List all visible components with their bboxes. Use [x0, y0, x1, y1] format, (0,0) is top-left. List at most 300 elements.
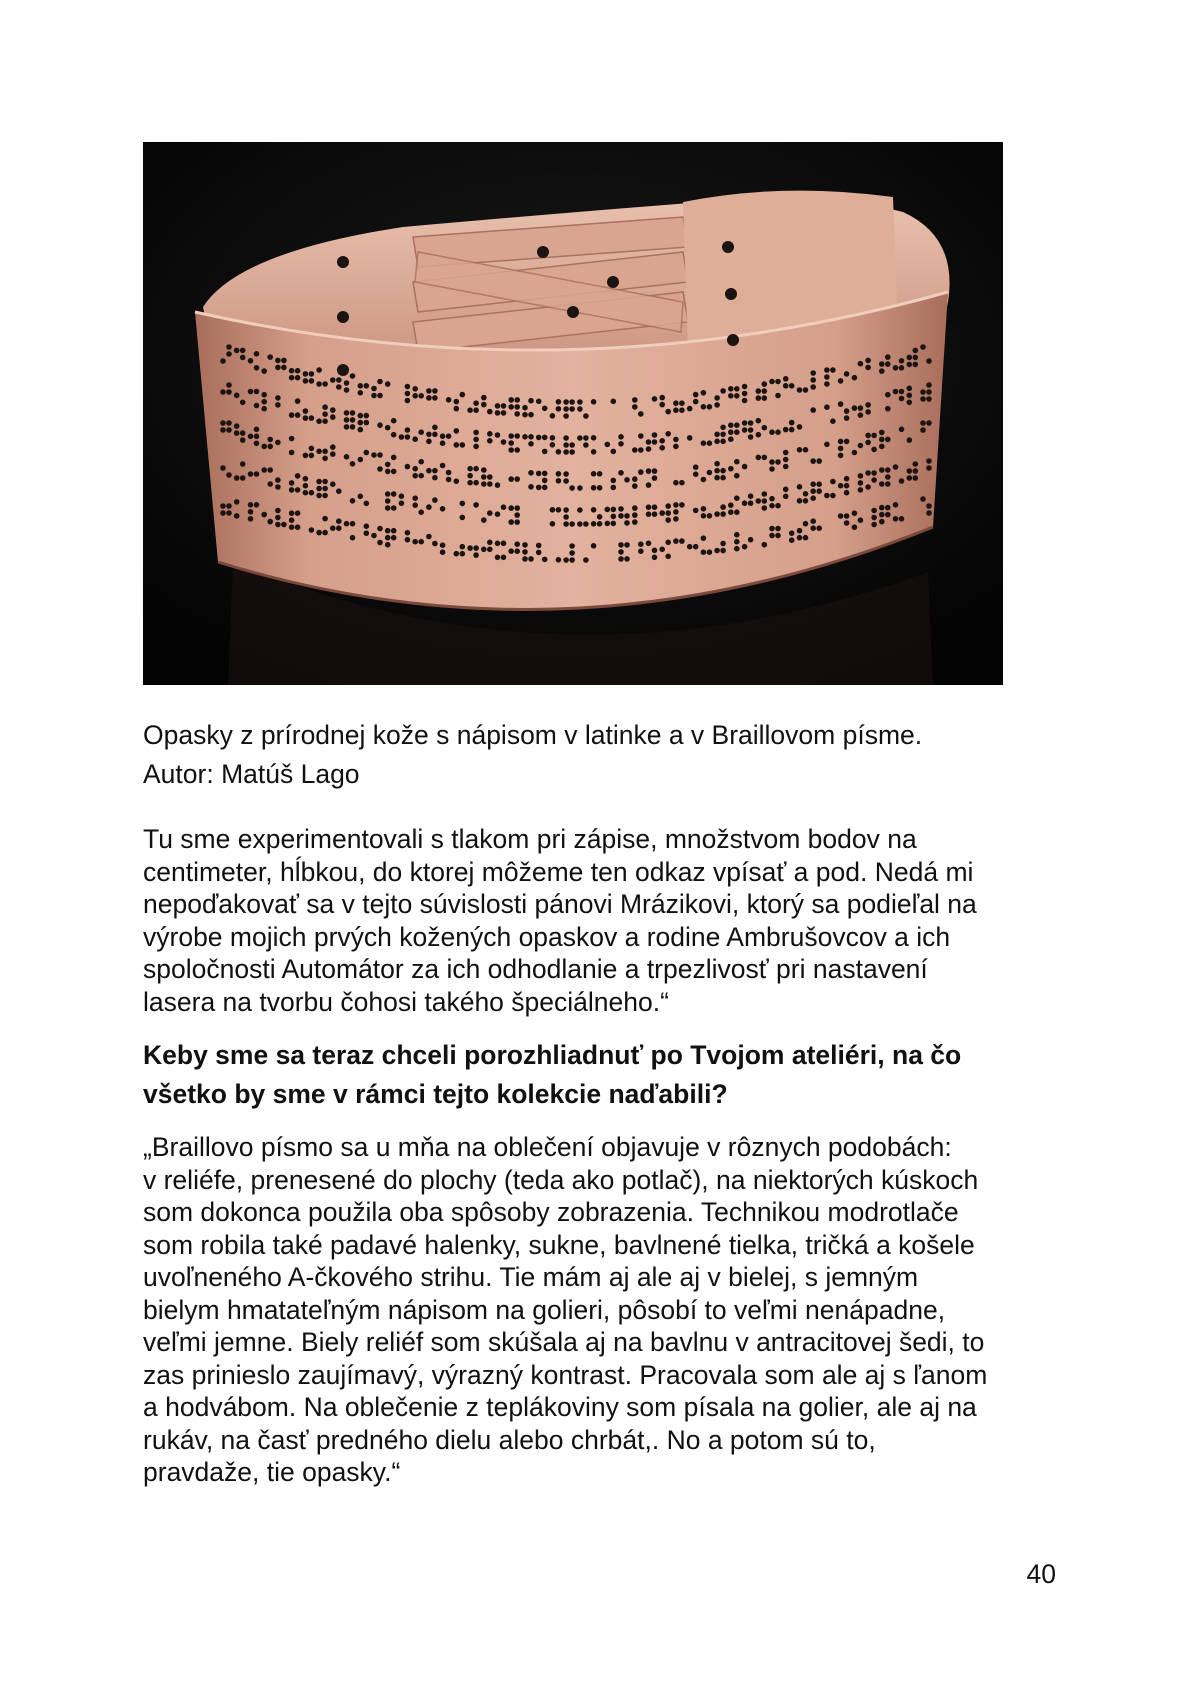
braille-dot — [501, 439, 507, 445]
braille-dot — [350, 461, 356, 467]
braille-dot — [542, 557, 548, 563]
braille-dot — [473, 552, 479, 558]
braille-dot — [844, 513, 850, 519]
paragraph-1 — [143, 823, 1073, 1018]
braille-dot — [289, 487, 295, 493]
braille-dot — [344, 417, 350, 423]
braille-dot — [563, 557, 569, 563]
braille-dot — [569, 399, 575, 405]
braille-dot — [907, 437, 913, 443]
braille-dot — [797, 528, 803, 534]
braille-dot — [756, 498, 762, 504]
braille-dot — [473, 502, 479, 508]
braille-dot — [487, 438, 493, 444]
braille-dot — [638, 541, 644, 547]
braille-dot — [330, 377, 336, 383]
braille-dot — [810, 458, 816, 464]
braille-dot — [852, 450, 858, 456]
braille-dot — [605, 507, 611, 513]
braille-dot — [652, 555, 658, 561]
braille-dot — [336, 384, 342, 390]
braille-dot — [720, 548, 726, 554]
braille-dot — [467, 545, 473, 551]
braille-dot — [275, 395, 281, 401]
braille-dot — [852, 375, 858, 381]
braille-dot — [879, 361, 885, 367]
braille-dot — [893, 389, 899, 395]
braille-dot — [473, 437, 479, 443]
braille-dot — [803, 387, 809, 393]
braille-dot — [487, 481, 493, 487]
braille-dot — [797, 447, 803, 453]
braille-dot — [762, 542, 768, 548]
braille-dot — [487, 431, 493, 437]
braille-dot — [220, 465, 226, 471]
braille-dot — [528, 484, 534, 490]
braille-dot — [405, 530, 411, 536]
braille-dot — [907, 475, 913, 481]
braille-dot — [714, 439, 720, 445]
braille-dot — [261, 444, 267, 450]
braille-dot — [926, 510, 932, 516]
braille-dot — [289, 480, 295, 486]
braille-dot — [330, 444, 336, 450]
braille-dot — [618, 513, 624, 519]
braille-dot — [460, 442, 466, 448]
braille-dot — [322, 456, 328, 462]
braille-dot — [769, 496, 775, 502]
braille-dot — [473, 444, 479, 450]
braille-dot — [330, 451, 336, 457]
braille-dot — [248, 358, 254, 364]
braille-dot — [720, 439, 726, 445]
braille-dot — [624, 542, 630, 548]
braille-dot — [309, 415, 315, 421]
braille-dot — [344, 410, 350, 416]
braille-dot — [858, 473, 864, 479]
braille-dot — [838, 378, 844, 384]
braille-dot — [556, 406, 562, 412]
braille-dot — [391, 535, 397, 541]
braille-dot — [350, 373, 356, 379]
braille-dot — [611, 449, 617, 455]
braille-dot — [701, 440, 707, 446]
braille-dot — [714, 395, 720, 401]
braille-dot — [679, 407, 685, 413]
braille-dot — [838, 446, 844, 452]
braille-dot — [756, 418, 762, 424]
braille-dot — [701, 404, 707, 410]
braille-dot — [920, 344, 926, 350]
braille-dot — [563, 442, 569, 448]
braille-dot — [563, 514, 569, 520]
braille-dot — [234, 475, 240, 481]
braille-dot — [899, 427, 905, 433]
paragraph-line: pravdaže, tie opasky.“ — [143, 1457, 401, 1487]
braille-dot — [501, 504, 507, 510]
braille-dot — [652, 396, 658, 402]
braille-dot — [624, 513, 630, 519]
braille-dot — [885, 481, 891, 487]
braille-dot — [907, 393, 913, 399]
braille-dot — [487, 510, 493, 516]
caption-author: Autor: Matúš Lago — [143, 759, 360, 789]
braille-dot — [591, 507, 597, 513]
braille-dot — [879, 481, 885, 487]
braille-dot — [844, 490, 850, 496]
paragraph-line: a hodvábom. Na oblečenie z teplákoviny som písala na golier, ale aj na — [143, 1392, 977, 1422]
braille-dot — [673, 400, 679, 406]
braille-dot — [385, 535, 391, 541]
braille-dot — [797, 424, 803, 430]
braille-dot — [481, 395, 487, 401]
braille-dot — [267, 481, 273, 487]
braille-dot — [226, 389, 232, 395]
braille-dot — [536, 550, 542, 556]
braille-dot — [646, 511, 652, 517]
braille-dot — [234, 513, 240, 519]
braille-dot — [618, 434, 624, 440]
braille-dot — [742, 420, 748, 426]
braille-dot — [358, 494, 364, 500]
braille-dot — [673, 538, 679, 544]
braille-dot — [522, 412, 528, 418]
braille-dot — [261, 399, 267, 405]
braille-dot — [907, 386, 913, 392]
braille-dot — [481, 467, 487, 473]
braille-dot — [371, 452, 377, 458]
braille-dot — [659, 395, 665, 401]
braille-dot — [536, 485, 542, 491]
braille-dot — [522, 556, 528, 562]
braille-dot — [783, 464, 789, 470]
braille-dot — [522, 405, 528, 411]
braille-dot — [591, 521, 597, 527]
braille-dot — [569, 442, 575, 448]
braille-dot — [742, 544, 748, 550]
braille-dot — [330, 414, 336, 420]
braille-dot — [454, 442, 460, 448]
braille-dot — [275, 358, 281, 364]
braille-dot — [673, 444, 679, 450]
braille-dot — [838, 439, 844, 445]
braille-dot — [412, 495, 418, 501]
braille-dot — [391, 491, 397, 497]
braille-dot — [322, 479, 328, 485]
braille-dot — [303, 408, 309, 414]
braille-dot — [385, 469, 391, 475]
braille-dot — [220, 389, 226, 395]
braille-dot — [693, 464, 699, 470]
braille-dot — [473, 480, 479, 486]
braille-dot — [536, 543, 542, 549]
braille-dot — [865, 440, 871, 446]
braille-dot — [412, 393, 418, 399]
braille-dot — [405, 391, 411, 397]
braille-dot — [563, 507, 569, 513]
paragraph-line: uvoľneného A-čkového strihu. Tie mám aj ale aj v bielej, s jemným — [143, 1262, 919, 1292]
braille-dot — [303, 371, 309, 377]
braille-dot — [261, 392, 267, 398]
braille-dot — [844, 476, 850, 482]
braille-dot — [240, 437, 246, 443]
braille-dot — [289, 412, 295, 418]
braille-dot — [358, 420, 364, 426]
braille-dot — [473, 545, 479, 551]
braille-dot — [508, 440, 514, 446]
braille-dot — [597, 485, 603, 491]
braille-dot — [720, 432, 726, 438]
braille-dot — [734, 393, 740, 399]
braille-dot — [893, 464, 899, 470]
braille-dot — [377, 452, 383, 458]
braille-dot — [789, 427, 795, 433]
braille-dot — [303, 476, 309, 482]
paragraph-line: Tu sme experimentovali s tlakom pri zápise, množstvom bodov na — [143, 824, 917, 854]
braille-dot — [693, 392, 699, 398]
braille-dot — [783, 457, 789, 463]
braille-dot — [514, 512, 520, 518]
braille-dot — [577, 485, 583, 491]
braille-dot — [748, 434, 754, 440]
braille-dot — [460, 551, 466, 557]
braille-dot — [803, 535, 809, 541]
braille-dot — [624, 556, 630, 562]
braille-dot — [728, 429, 734, 435]
braille-dot — [495, 432, 501, 438]
braille-dot — [742, 391, 748, 397]
braille-dot — [624, 520, 630, 526]
braille-dot — [577, 507, 583, 513]
braille-dot — [885, 354, 891, 360]
braille-dot — [322, 493, 328, 499]
braille-dot — [563, 435, 569, 441]
braille-dot — [775, 459, 781, 465]
braille-dot — [879, 467, 885, 473]
braille-dot — [473, 466, 479, 472]
braille-dot — [789, 537, 795, 543]
braille-dot — [810, 370, 816, 376]
braille-dot — [391, 469, 397, 475]
braille-dot — [618, 506, 624, 512]
braille-dot — [234, 348, 240, 354]
braille-dot — [838, 513, 844, 519]
braille-dot — [240, 355, 246, 361]
braille-dot — [665, 517, 671, 523]
braille-dot — [885, 505, 891, 511]
paragraph-line: bielym hmatateľným nápisom na golieri, pôsobí to veľmi nenápadne, — [143, 1294, 946, 1325]
braille-dot — [330, 525, 336, 531]
braille-dot — [316, 381, 322, 387]
braille-dot — [330, 407, 336, 413]
braille-dot — [728, 436, 734, 442]
braille-dot — [714, 468, 720, 474]
braille-dot — [371, 393, 377, 399]
braille-dot — [412, 466, 418, 472]
braille-dot — [267, 444, 273, 450]
braille-dot — [742, 500, 748, 506]
braille-dot — [371, 386, 377, 392]
braille-dot — [597, 514, 603, 520]
braille-dot — [377, 393, 383, 399]
braille-dot — [720, 468, 726, 474]
braille-dot — [693, 544, 699, 550]
braille-dot — [775, 533, 781, 539]
braille-dot — [309, 371, 315, 377]
paragraph-2 — [143, 1131, 1073, 1489]
braille-dot — [734, 429, 740, 435]
page-number: 40 — [1026, 1559, 1056, 1589]
braille-dot — [844, 371, 850, 377]
braille-dot — [226, 382, 232, 388]
braille-dot — [632, 404, 638, 410]
braille-dot — [783, 487, 789, 493]
braille-dot — [418, 539, 424, 545]
braille-dot — [762, 491, 768, 497]
braille-dot — [254, 471, 260, 477]
braille-dot — [673, 502, 679, 508]
braille-dot — [536, 471, 542, 477]
braille-dot — [913, 461, 919, 467]
braille-dot — [234, 430, 240, 436]
braille-dot — [830, 493, 836, 499]
braille-dot — [714, 432, 720, 438]
braille-dot — [426, 534, 432, 540]
braille-dot — [762, 425, 768, 431]
braille-dot — [426, 504, 432, 510]
braille-dot — [583, 435, 589, 441]
braille-dot — [665, 409, 671, 415]
braille-dot — [783, 494, 789, 500]
braille-dot — [514, 433, 520, 439]
braille-dot — [885, 474, 891, 480]
braille-dot — [344, 380, 350, 386]
braille-dot — [405, 464, 411, 470]
braille-dot — [261, 406, 267, 412]
braille-dot — [487, 474, 493, 480]
braille-dot — [734, 473, 740, 479]
braille-dot — [303, 378, 309, 384]
braille-dot — [432, 541, 438, 547]
caption-line: Opasky z prírodnej kože s nápisom v latinke a v Braillovom písme. — [143, 720, 923, 750]
braille-dot — [454, 399, 460, 405]
braille-dot — [508, 505, 514, 511]
braille-dot — [810, 518, 816, 524]
braille-dot — [275, 484, 281, 490]
paragraph-line: zas prinieslo zaujímavý, výrazný kontrast. Pracovala som ale aj s ľanom — [143, 1359, 988, 1390]
braille-dot — [275, 477, 281, 483]
braille-dot — [720, 425, 726, 431]
braille-dot — [618, 542, 624, 548]
braille-dot — [783, 383, 789, 389]
braille-dot — [789, 420, 795, 426]
braille-dot — [418, 459, 424, 465]
braille-dot — [844, 439, 850, 445]
braille-dot — [364, 413, 370, 419]
braille-dot — [899, 516, 905, 522]
braille-dot — [728, 393, 734, 399]
braille-dot — [412, 473, 418, 479]
braille-dot — [528, 556, 534, 562]
braille-dot — [803, 521, 809, 527]
braille-dot — [528, 412, 534, 418]
paragraph-line: spoločnosti Automátor za ich odhodlanie a trpezlivosť pri nastavení — [143, 954, 928, 984]
braille-dot — [693, 399, 699, 405]
braille-dot — [350, 535, 356, 541]
braille-dot — [701, 477, 707, 483]
braille-dot — [838, 401, 844, 407]
braille-dot — [742, 427, 748, 433]
braille-dot — [775, 379, 781, 385]
braille-dot — [563, 399, 569, 405]
braille-dot — [275, 508, 281, 514]
braille-dot — [267, 467, 273, 473]
braille-dot — [508, 519, 514, 525]
braille-dot — [289, 510, 295, 516]
braille-dot — [879, 519, 885, 525]
braille-dot — [240, 461, 246, 467]
braille-dot — [412, 502, 418, 508]
braille-dot — [446, 477, 452, 483]
braille-dot — [756, 432, 762, 438]
braille-dot — [797, 535, 803, 541]
braille-dot — [481, 474, 487, 480]
braille-dot — [762, 498, 768, 504]
braille-dot — [391, 432, 397, 438]
braille-dot — [440, 440, 446, 446]
braille-dot — [569, 406, 575, 412]
braille-dot — [638, 447, 644, 453]
braille-dot — [926, 382, 932, 388]
braille-dot — [440, 542, 446, 548]
braille-dot — [611, 521, 617, 527]
braille-dot — [514, 447, 520, 453]
braille-dot — [734, 422, 740, 428]
braille-dot — [673, 437, 679, 443]
leather-belt-braille-photo-icon — [143, 142, 1003, 685]
braille-dot — [618, 556, 624, 562]
braille-dot — [920, 420, 926, 426]
braille-dot — [734, 459, 740, 465]
braille-dot — [226, 351, 232, 357]
braille-dot — [542, 478, 548, 484]
braille-dot — [275, 515, 281, 521]
braille-dot — [467, 473, 473, 479]
braille-dot — [405, 384, 411, 390]
braille-dot — [701, 549, 707, 555]
braille-dot — [254, 351, 260, 357]
braille-dot — [583, 521, 589, 527]
braille-dot — [638, 548, 644, 554]
braille-dot — [418, 429, 424, 435]
braille-dot — [858, 480, 864, 486]
braille-dot — [646, 504, 652, 510]
braille-dot — [289, 524, 295, 530]
braille-dot — [563, 471, 569, 477]
braille-dot — [508, 433, 514, 439]
braille-dot — [528, 441, 534, 447]
braille-dot — [399, 434, 405, 440]
braille-dot — [583, 442, 589, 448]
braille-dot — [824, 367, 830, 373]
braille-dot — [852, 510, 858, 516]
braille-dot — [789, 530, 795, 536]
braille-dot — [728, 502, 734, 508]
braille-dot — [577, 435, 583, 441]
braille-dot — [646, 446, 652, 452]
braille-dot — [865, 402, 871, 408]
braille-dot — [632, 505, 638, 511]
